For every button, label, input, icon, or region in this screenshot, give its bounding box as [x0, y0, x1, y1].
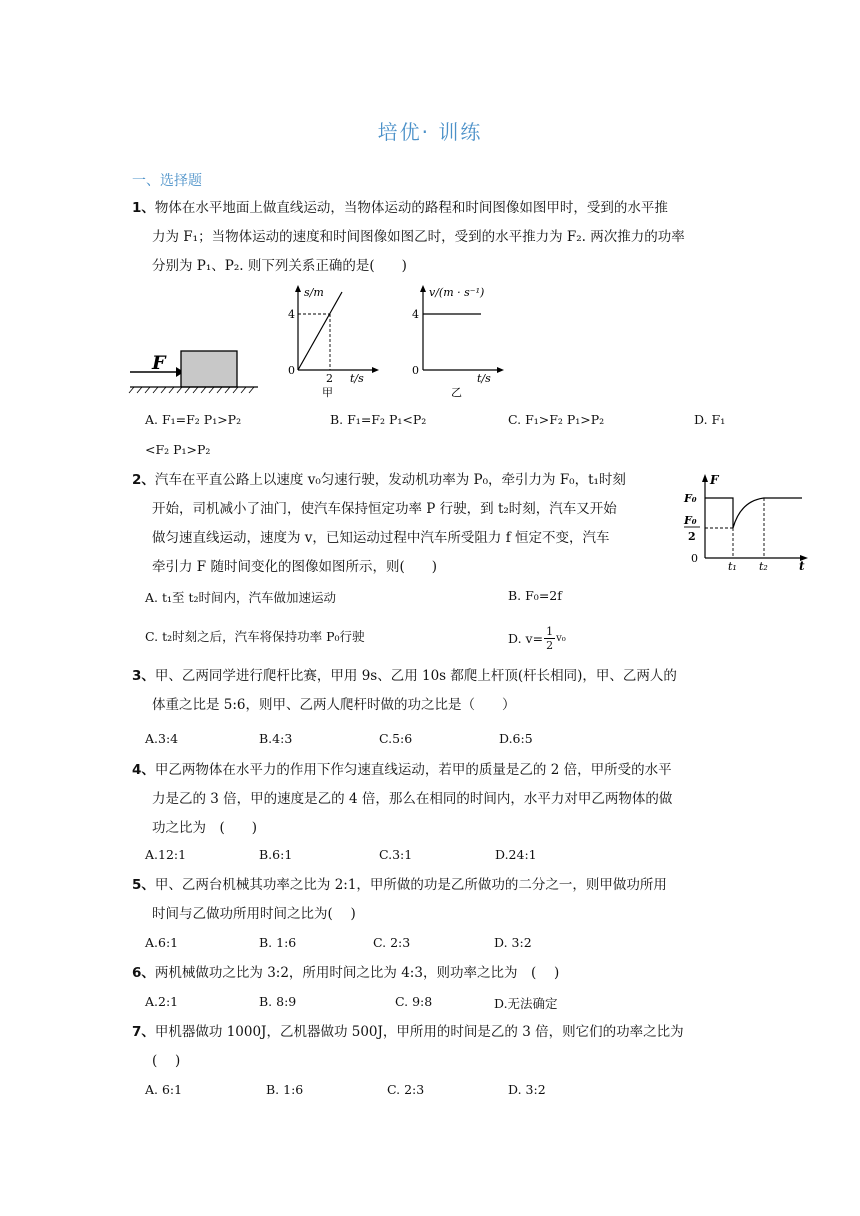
origin-label: 0 [288, 364, 295, 377]
question-text: 物体在水平地面上做直线运动，当物体运动的路程和时间图像如图甲时，受到的水平推 [154, 200, 668, 216]
option-d: D. 3:2 [494, 935, 532, 950]
option-a: A. F₁=F₂ P₁>P₂ [145, 412, 242, 427]
question-text: 开始，司机减小了油门，使汽车保持恒定功率 P 行驶，到 t₂时刻，汽车又开始 [152, 501, 617, 517]
option-b: B. F₀=2f [508, 588, 562, 603]
question-number: 2、 [132, 472, 155, 488]
y-tick-label: 4 [288, 308, 295, 321]
option-b: B. F₁=F₂ P₁<P₂ [330, 412, 427, 427]
x-axis-label: t/s [350, 372, 364, 385]
question-number: 4、 [132, 762, 155, 778]
y-tick-label: 4 [412, 308, 419, 321]
option-c: C. 2:3 [373, 935, 411, 950]
question-text: 甲、乙两同学进行爬杆比赛，甲用 9s、乙用 10s 都爬上杆顶(杆长相同)，甲、乙两人的 [154, 668, 677, 684]
question-text: 体重之比是 5:6，则甲、乙两人爬杆时做的功之比是（ ） [152, 697, 516, 713]
question-text: 甲乙两物体在水平力的作用下作匀速直线运动，若甲的质量是乙的 2 倍，甲所受的水平 [154, 762, 672, 778]
f0-label: F₀ [684, 492, 697, 505]
block [181, 351, 237, 387]
option-d: D.无法确定 [494, 996, 558, 1011]
option-b: B.6:1 [259, 847, 293, 862]
option-c: C. t₂时刻之后，汽车将保持功率 P₀行驶 [145, 629, 365, 644]
force-block-figure [126, 345, 261, 395]
question-text: 分别为 P₁、P₂. 则下列关系正确的是( ) [152, 258, 407, 274]
figure-caption: 乙 [451, 386, 462, 399]
question-text: 牵引力 F 随时间变化的图像如图所示，则( ) [152, 559, 437, 575]
t2-label: t₂ [759, 560, 768, 573]
question-number: 3、 [132, 668, 155, 684]
origin-label: 0 [691, 552, 698, 565]
y-axis-label: F [710, 473, 719, 487]
option-d: D. v= $\frac{1}{2}$ v₀ [508, 624, 566, 652]
y-axis-label: s/m [304, 286, 324, 299]
force-curve [705, 498, 802, 528]
question-text: 汽车在平直公路上以速度 v₀匀速行驶，发动机功率为 P₀，牵引力为 F₀，t₁时刻 [154, 472, 626, 488]
question-text: 功之比为 ( ) [152, 820, 258, 836]
t1-label: t₁ [728, 560, 737, 573]
page-title: 培优· 训练 [377, 120, 483, 144]
option-c: C. F₁>F₂ P₁>P₂ [508, 412, 605, 427]
graph-yi [403, 282, 508, 400]
s-t-line [298, 292, 342, 370]
question-text: 力为 F₁；当物体运动的速度和时间图像如图乙时，受到的水平推力为 F₂. 两次推力的功率 [152, 229, 685, 245]
option-d: D.24:1 [495, 847, 537, 862]
f0-half-denominator: 2 [688, 530, 696, 543]
question-number: 7、 [132, 1024, 155, 1040]
question-number: 5、 [132, 877, 155, 893]
section-heading: 一、选择题 [132, 173, 202, 189]
y-axis-label: v/(m · s⁻¹) [429, 286, 485, 299]
option-b: B. 8:9 [259, 994, 297, 1009]
figure-caption: 甲 [322, 386, 333, 399]
x-axis-label: t [799, 559, 805, 573]
question-text: 甲机器做功 1000J，乙机器做功 500J，甲所用的时间是乙的 3 倍，则它们的功率之比为 [154, 1024, 684, 1040]
graph-jia [280, 282, 385, 400]
option-a: A.12:1 [145, 847, 187, 862]
fraction: $\frac{1}{2}$ [546, 624, 554, 652]
f-t-graph [678, 470, 813, 575]
question-text: 两机械做功之比为 3:2，所用时间之比为 4:3，则功率之比为 ( ) [154, 965, 560, 981]
question-number: 1、 [132, 200, 155, 216]
option-a: A.3:4 [145, 731, 179, 746]
x-axis-label: t/s [477, 372, 491, 385]
question-text: 时间与乙做功所用时间之比为( ) [152, 906, 356, 922]
option-d: D. 3:2 [508, 1082, 546, 1097]
option-c: C.3:1 [379, 847, 413, 862]
option-b: B. 1:6 [259, 935, 297, 950]
option-a: A. t₁至 t₂时间内，汽车做加速运动 [145, 590, 337, 605]
option-d: D.6:5 [499, 731, 533, 746]
question-number: 6、 [132, 965, 155, 981]
option-a: A.2:1 [145, 994, 179, 1009]
question-text: 力是乙的 3 倍，甲的速度是乙的 4 倍，那么在相同的时间内，水平力对甲乙两物体的做 [152, 791, 673, 807]
option-c: C. 2:3 [387, 1082, 425, 1097]
option-b: B. 1:6 [266, 1082, 304, 1097]
option-d: D. F₁ [694, 412, 726, 427]
force-label: F [152, 352, 166, 374]
option-a: A.6:1 [145, 935, 179, 950]
origin-label: 0 [412, 364, 419, 377]
option-d-continued: <F₂ P₁>P₂ [145, 442, 211, 457]
f0-half-numerator: F₀ [684, 514, 697, 527]
option-c: C. 9:8 [395, 994, 433, 1009]
question-text: ( ) [152, 1053, 181, 1069]
question-text: 甲、乙两台机械其功率之比为 2:1，甲所做的功是乙所做功的二分之一，则甲做功所用 [154, 877, 667, 893]
option-c: C.5:6 [379, 731, 413, 746]
x-tick-label: 2 [326, 372, 333, 385]
option-a: A. 6:1 [145, 1082, 183, 1097]
question-text: 做匀速直线运动，速度为 v，已知运动过程中汽车所受阻力 f 恒定不变，汽车 [152, 530, 610, 546]
option-b: B.4:3 [259, 731, 293, 746]
